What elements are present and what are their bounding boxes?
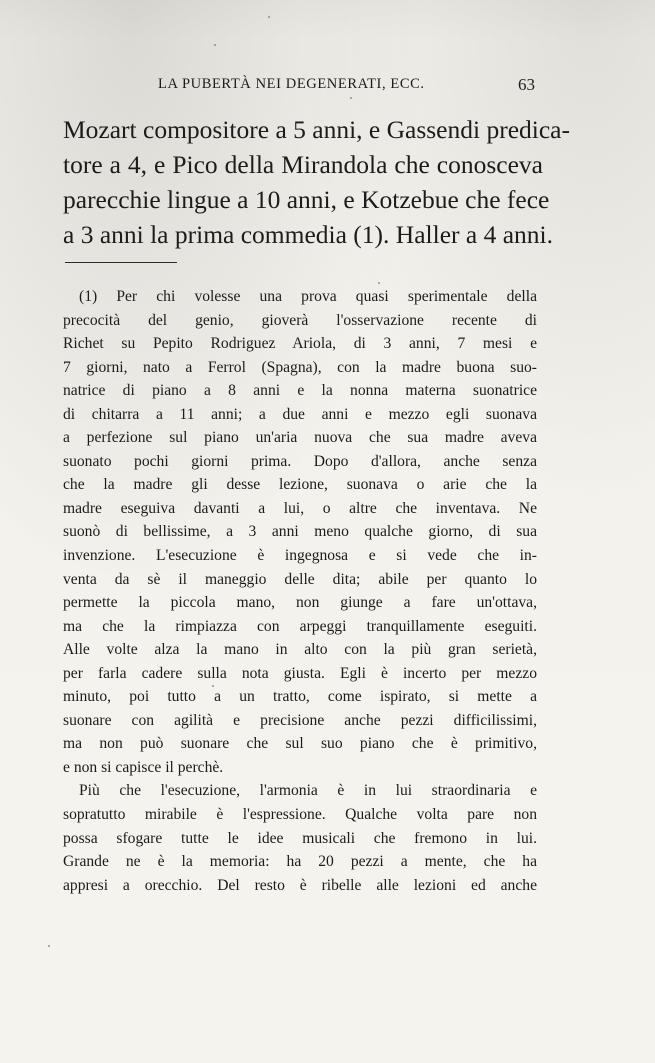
footnote-line: natrice di piano a 8 anni e la nonna materna suonatrice [63, 382, 537, 400]
footnote-line: che la madre gli desse lezione, suonava o arie che la [63, 476, 537, 494]
footnote-line: e non si capisce il perchè. [63, 758, 224, 776]
footnote-line: Più che l'esecuzione, l'armonia è in lui straordinaria e [79, 782, 537, 800]
page-number: 63 [518, 75, 535, 94]
footnote-line: per farla cadere sulla nota giusta. Egli è incerto per mezzo [63, 664, 537, 682]
footnote-line: invenzione. L'esecuzione è ingegnosa e si vede che in- [63, 547, 537, 565]
body-line: tore a 4, e Pico della Mirandola che conosceva [63, 150, 543, 179]
paper-speck [48, 945, 50, 947]
paper-speck [214, 44, 216, 46]
footnote-line: Richet su Pepito Rodriguez Ariola, di 3 anni, 7 mesi e [63, 335, 537, 353]
running-title: LA PUBERTÀ NEI DEGENERATI, ECC. [158, 76, 425, 92]
footnote-line: appresi a orecchio. Del resto è ribelle alle lezioni ed anche [63, 876, 537, 894]
footnote-line: minuto, poi tutto a un tratto, come ispirato, si mette a [63, 688, 537, 706]
body-line: Mozart compositore a 5 anni, e Gassendi predica- [63, 115, 570, 144]
footnote-divider [65, 262, 177, 263]
paper-speck [350, 97, 352, 99]
footnote-line: ma che la rimpiazza con arpeggi tranquillamente eseguiti. [63, 617, 537, 635]
footnote-line: sopratutto mirabile è l'espressione. Qualche volta pare non [63, 806, 537, 824]
footnote [63, 285, 537, 897]
footnote-line: permette la piccola mano, non giunge a fare un'ottava, [63, 594, 537, 612]
footnote-line: suonare con agilità e precisione anche pezzi difficilissimi, [63, 711, 537, 729]
footnote-line: (1) Per chi volesse una prova quasi sperimentale della [79, 288, 537, 305]
footnote-line: suonò di bellissime, a 3 anni meno qualche giorno, di sua [63, 523, 537, 541]
footnote-line: a perfezione sul piano un'aria nuova che sua madre aveva [63, 429, 537, 447]
body-line: parecchie lingue a 10 anni, e Kotzebue che fece [63, 185, 550, 214]
body-paragraph [63, 112, 570, 252]
footnote-line: suonato pochi giorni prima. Dopo d'allora, anche senza [63, 452, 537, 470]
paper-speck [378, 282, 380, 284]
footnote-line: possa sfogare tutte le idee musicali che fremono in lui. [63, 829, 537, 847]
footnote-line: madre eseguiva davanti a lui, o altre che inventava. Ne [63, 499, 537, 517]
footnote-line: venta da sè il maneggio delle dita; abile per quanto lo [63, 570, 537, 588]
paper-speck [268, 16, 270, 18]
footnote-line: 7 giorni, nato a Ferrol (Spagna), con la madre buona suo- [63, 358, 537, 376]
footnote-line: di chitarra a 11 anni; a due anni e mezzo egli suonava [63, 405, 537, 423]
page-header [0, 76, 655, 100]
footnote-line: ma non può suonare che sul suo piano che è primitivo, [63, 735, 537, 753]
footnote-line: Alle volte alza la mano in alto con la più gran serietà, [63, 641, 537, 659]
footnote-line: precocità del genio, gioverà l'osservazione recente di [63, 311, 537, 329]
body-line: a 3 anni la prima commedia (1). Haller a 4 anni. [63, 220, 553, 249]
paper-speck [212, 685, 214, 687]
footnote-line: Grande ne è la memoria: ha 20 pezzi a mente, che ha [63, 853, 537, 871]
